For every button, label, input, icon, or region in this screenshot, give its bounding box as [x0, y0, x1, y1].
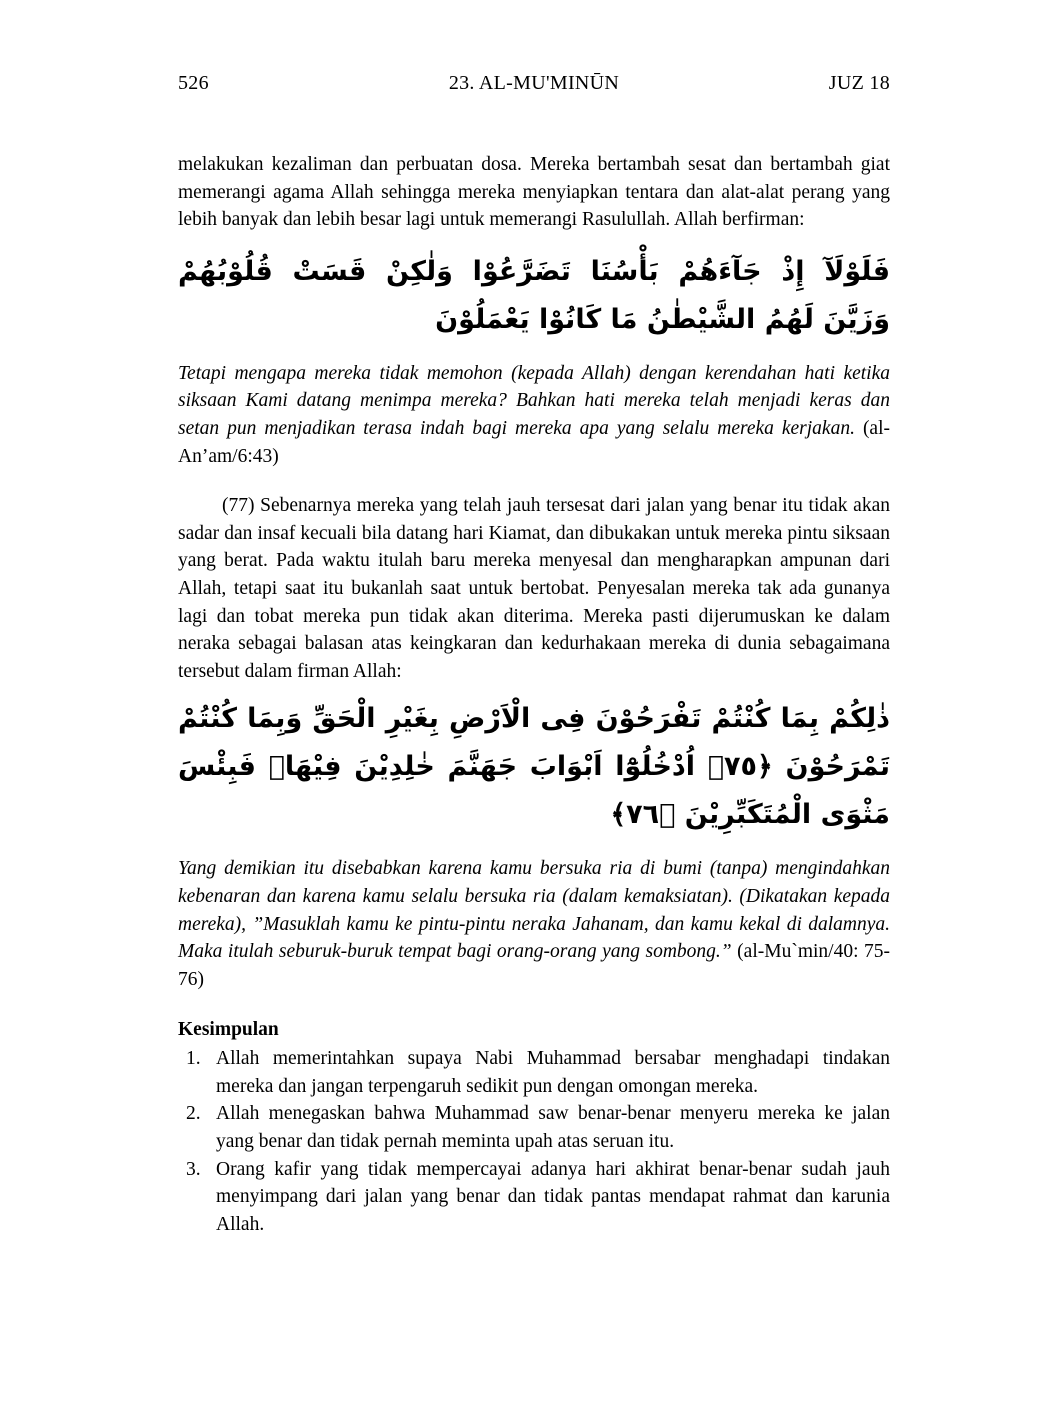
list-item-number: 1.: [186, 1048, 201, 1070]
verse-reference: (al-An’am/6:43): [178, 417, 890, 467]
chapter-title: 23. AL-MU'MINŪN: [448, 72, 620, 94]
paragraph-tafsir-77: (77) Sebenarnya mereka yang telah jauh tersesat dari jalan yang benar itu tidak akan sadar dan insaf kecuali bila datang hari Kiamat, dan dibukakan untuk mereka pintu siksaan yang berat. Pada waktu itulah baru mereka menyesal dan mengharapkan ampunan dari Allah, tetapi saat itu bukanlah saat untuk bertobat. Penyesalan mereka tak ada gunanya lagi dan tobat mereka pun tidak akan diterima. Mereka pasti dijerumuskan ke dalam neraka sebagai balasan atas keingkaran dan kedurhakaan mereka di dunia sebagaimana tersebut dalam firman Allah:: [178, 495, 890, 682]
conclusion-list: [178, 1045, 890, 1238]
list-item-number: 2.: [186, 1103, 201, 1125]
list-item-text: Allah menegaskan bahwa Muhammad saw benar-benar menyeru mereka ke jalan yang benar dan tidak pernah meminta upah atas seruan itu.: [216, 1103, 890, 1153]
translation-al-anam-43: [178, 360, 890, 470]
arabic-verse-al-anam-43: فَلَوْلَآ إِذْ جَآءَهُمْ بَأْسُنَا تَضَرَّعُوْا وَلٰكِنْ قَسَتْ قُلُوْبُهُمْ وَزَيَّنَ لَهُمُ الشَّيْطٰنُ مَا كَانُوْا يَعْمَلُوْنَ: [178, 255, 890, 335]
translation-al-mumin-75-76: [178, 855, 890, 993]
list-item: [178, 1045, 890, 1100]
list-item: [178, 1156, 890, 1239]
running-header: [178, 72, 890, 95]
juz-label: JUZ 18: [828, 72, 890, 94]
paragraph-intro: melakukan kezaliman dan perbuatan dosa. Mereka bertambah sesat dan bertambah giat memerangi agama Allah sehingga mereka menyiapkan tentara dan alat-alat perang yang lebih banyak dan lebih besar lagi untuk memerangi Rasulullah. Allah berfirman:: [178, 154, 890, 231]
list-item-number: 3.: [186, 1158, 201, 1180]
page-number: 526: [178, 72, 209, 94]
translation-text: Yang demikian itu disebabkan karena kamu bersuka ria di bumi (tanpa) mengindahkan kebenaran dan karena kamu selalu bersuka ria (dalam kemaksiatan). (Dikatakan kepada mereka), ”Masuklah kamu ke pintu-pintu neraka Jahanam, dan kamu kekal di dalamnya. Maka itulah seburuk-buruk tempat bagi orang-orang yang sombong.”: [178, 858, 890, 963]
page-content: [178, 72, 890, 1238]
list-item-text: Allah memerintahkan supaya Nabi Muhammad bersabar menghadapi tindakan mereka dan jangan terpengaruh sedikit pun dengan omongan mereka.: [216, 1048, 890, 1097]
arabic-verse-al-mumin-75-76: ذٰلِكُمْ بِمَا كُنْتُمْ تَفْرَحُوْنَ فِى الْاَرْضِ بِغَيْرِ الْحَقِّ وَبِمَا كُنْتُمْ تَمْرَحُوْنَ ﴿٧٥﴾ اُدْخُلُوْٓا اَبْوَابَ جَهَنَّمَ خٰلِدِيْنَ فِيْهَاۚ فَبِئْسَ مَثْوَى الْمُتَكَبِّرِيْنَ ﴿٧٦﴾: [178, 703, 890, 831]
list-item: [178, 1100, 890, 1155]
conclusion-heading: Kesimpulan: [178, 1019, 279, 1041]
list-item-text: Orang kafir yang tidak mempercayai adanya hari akhirat benar-benar sudah jauh menyimpang dari jalan yang benar dan tidak pantas mendapat rahmat dan karunia Allah.: [216, 1158, 890, 1235]
translation-text: Tetapi mengapa mereka tidak memohon (kepada Allah) dengan kerendahan hati ketika siksaan Kami datang menimpa mereka? Bahkan hati mereka telah menjadi keras dan setan pun menjadikan terasa indah bagi mereka apa yang selalu mereka kerjakan.: [178, 362, 890, 439]
verse-reference: (al-Mu`min/40: 75-76): [178, 941, 890, 990]
